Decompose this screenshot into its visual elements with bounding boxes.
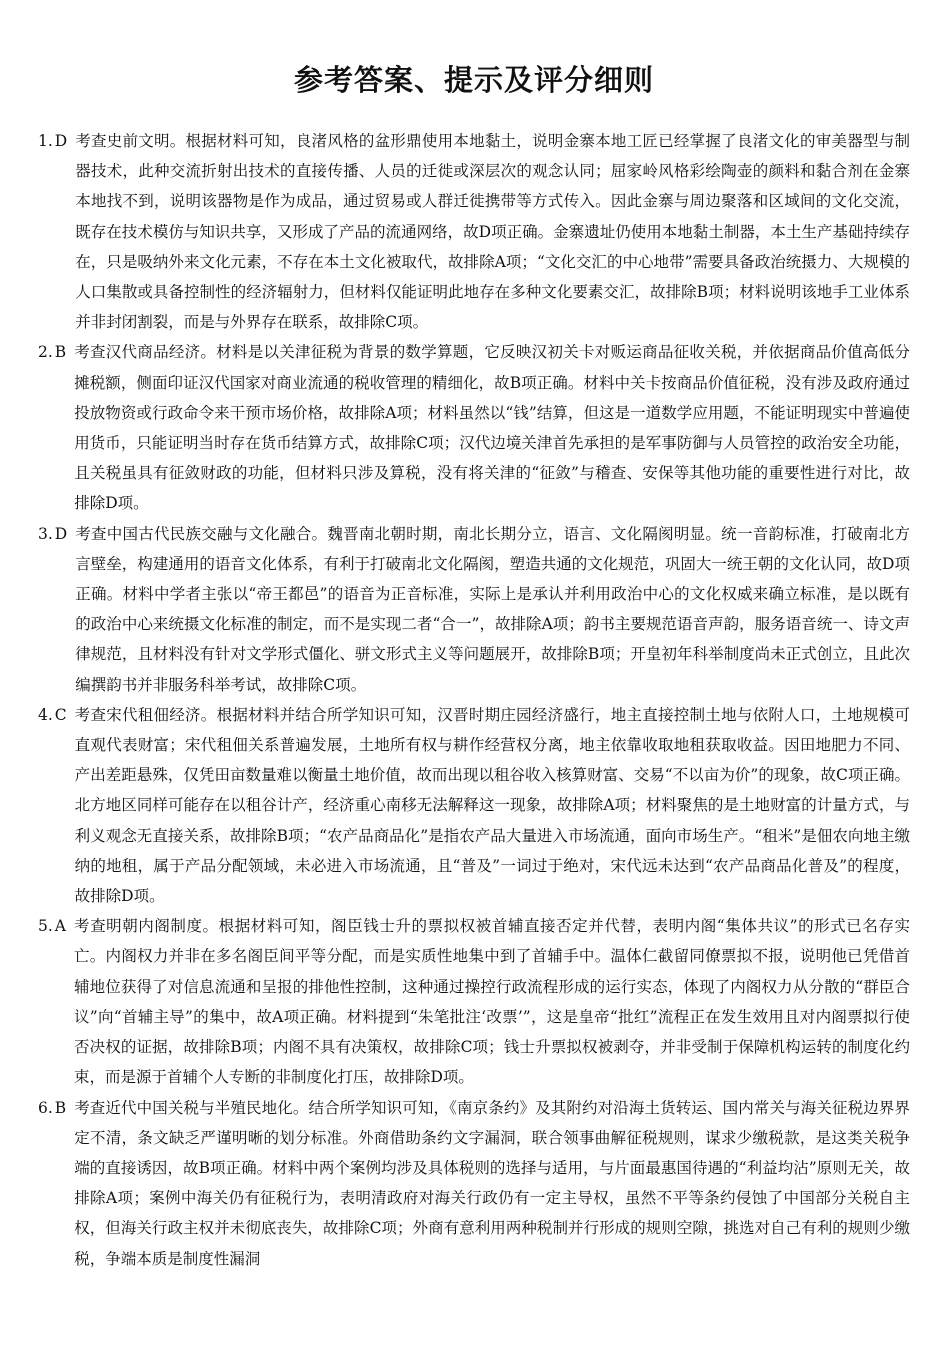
answer-explanation: 考查汉代商品经济。材料是以关津征税为背景的数学算题，它反映汉初关卡对贩运商品征收关税，并依据商品价值高低分摊税额，侧面印证汉代国家对商业流通的税收管理的精细化，故B项正确。材料中关卡按商品价值征税，没有涉及政府通过投放物资或行政命令来干预市场价格，故排除A项；材料虽然以“钱”结算，但这是一道数学应用题，不能证明现实中普遍使用货币，只能证明当时存在货币结算方式，故排除C项；汉代边境关津首先承担的是军事防御与人员管控的政治安全功能，且关税虽具有征敛财政的功能，但材料只涉及算税，没有将关津的“征敛”与稽查、安保等其他功能的重要性进行对比，故排除D项。 bbox=[74, 343, 910, 513]
answer-key: B bbox=[54, 343, 67, 362]
answer-item-2 bbox=[38, 337, 910, 518]
answer-head bbox=[38, 337, 74, 367]
answer-explanation: 考查史前文明。根据材料可知，良渚风格的盆形鼎使用本地黏土，说明金寨本地工匠已经掌握了良渚文化的审美器型与制器技术，此种交流折射出技术的直接传播、人员的迁徙或深层次的观念认同；屈家岭风格彩绘陶壶的颜料和黏合剂在金寨本地找不到，说明该器物是作为成品，通过贸易或人群迁徙携带等方式传入。因此金寨与周边聚落和区域间的文化交流，既存在技术模仿与知识共享，又形成了产品的流通网络，故D项正确。金寨遗址仍使用本地黏土制器，本土生产基础持续存在，只是吸纳外来文化元素，不存在本土文化被取代，故排除A项；“文化交汇的中心地带”需要具备政治统摄力、大规模的人口集散或具备控制性的经济辐射力，但材料仅能证明此地存在多种文化要素交汇，故排除B项；材料说明该地手工业体系并非封闭割裂，而是与外界存在联系，故排除C项。 bbox=[75, 132, 910, 332]
answer-number: 2. bbox=[38, 343, 53, 362]
answer-explanation: 考查明朝内阁制度。根据材料可知，阁臣钱士升的票拟权被首辅直接否定并代替，表明内阁“集体共议”的形式已名存实亡。内阁权力并非在多名阁臣间平等分配，而是实质性地集中到了首辅手中。温体仁截留同僚票拟不报，说明他已凭借首辅地位获得了对信息流通和呈报的排他性控制，这种通过操控行政流程形成的运行实态，体现了内阁权力从分散的“群臣合议”向“首辅主导”的集中，故A项正确。材料提到“朱笔批注‘改票’”，这是皇帝“批红”流程正在发生效用且对内阁票拟行使否决权的证据，故排除B项；内阁不具有决策权，故排除C项；钱士升票拟权被剥夺，并非受制于保障机构运转的制度化约束，而是源于首辅个人专断的非制度化打压，故排除D项。 bbox=[74, 917, 910, 1087]
answer-head bbox=[38, 519, 75, 549]
answer-key: A bbox=[54, 917, 66, 936]
answer-list bbox=[38, 126, 910, 1274]
answer-head bbox=[38, 1093, 74, 1123]
answer-explanation: 考查近代中国关税与半殖民地化。结合所学知识可知，《南京条约》及其附约对沿海土货转运、国内常关与海关征税边界界定不清，条文缺乏严谨明晰的划分标准。外商借助条约文字漏洞，联合领事曲解征税规则，谋求少缴税款，是这类关税争端的直接诱因，故B项正确。材料中两个案例均涉及具体税则的选择与适用，与片面最惠国待遇的“利益均沾”原则无关，故排除A项；案例中海关仍有征税行为，表明清政府对海关行政仍有一定主导权，虽然不平等条约侵蚀了中国部分关税自主权，但海关行政主权并未彻底丧失，故排除C项；外商有意利用两种税制并行形成的规则空隙，挑选对自己有利的规则少缴税，争端本质是制度性漏洞 bbox=[74, 1098, 910, 1268]
answer-item-1 bbox=[38, 126, 910, 337]
answer-number: 1. bbox=[38, 132, 53, 150]
answer-key: D bbox=[54, 524, 68, 543]
answer-item-5 bbox=[38, 911, 910, 1092]
answer-key: B bbox=[54, 1098, 67, 1117]
answer-item-6 bbox=[38, 1093, 910, 1274]
answer-head bbox=[38, 700, 75, 730]
answer-number: 6. bbox=[38, 1098, 53, 1117]
answer-explanation: 考查中国古代民族交融与文化融合。魏晋南北朝时期，南北长期分立，语言、文化隔阂明显。统一音韵标准，打破南北方言壁垒，构建通用的语音文化体系，有利于打破南北文化隔阂，塑造共通的文化规范，巩固大一统王朝的文化认同，故D项正确。材料中学者主张以“帝王都邑”的语音为正音标准，实际上是承认并利用政治中心的文化权威来确立标准，是以既有的政治中心来统摄文化标准的制定，而不是实现二者“合一”，故排除A项；韵书主要规范语音声韵，服务语音统一、诗文声律规范，且材料没有针对文学形式僵化、骈文形式主义等问题展开，故排除B项；开皇初年科举制度尚未正式创立，且此次编撰韵书并非服务科举考试，故排除C项。 bbox=[75, 524, 910, 694]
answer-item-4 bbox=[38, 700, 910, 911]
page-title: 参考答案、提示及评分细则 bbox=[293, 63, 654, 97]
answer-key: C bbox=[54, 705, 67, 724]
answer-key: D bbox=[54, 132, 68, 150]
answer-number: 5. bbox=[38, 917, 53, 936]
answer-head bbox=[38, 911, 74, 941]
answer-item-3 bbox=[38, 519, 910, 700]
answer-number: 3. bbox=[38, 524, 53, 543]
answer-explanation: 考查宋代租佃经济。根据材料并结合所学知识可知，汉晋时期庄园经济盛行，地主直接控制土地与依附人口，土地规模可直观代表财富；宋代租佃关系普遍发展，土地所有权与耕作经营权分离，地主依靠收取地租获取收益。因田地肥力不同、产出差距悬殊，仅凭田亩数量难以衡量土地价值，故而出现以租谷收入核算财富、交易“不以亩为价”的现象，故C项正确。北方地区同样可能存在以租谷计产，经济重心南移无法解释这一现象，故排除A项；材料聚焦的是土地财富的计量方式，与利义观念无直接关系，故排除B项；“农产品商品化”是指农产品大量进入市场流通，面向市场生产。“租米”是佃农向地主缴纳的地租，属于产品分配领域，未必进入市场流通，且“普及”一词过于绝对，宋代远未达到“农产品商品化普及”的程度，故排除D项。 bbox=[74, 705, 910, 906]
answer-number: 4. bbox=[38, 705, 53, 724]
answer-head bbox=[38, 126, 75, 156]
